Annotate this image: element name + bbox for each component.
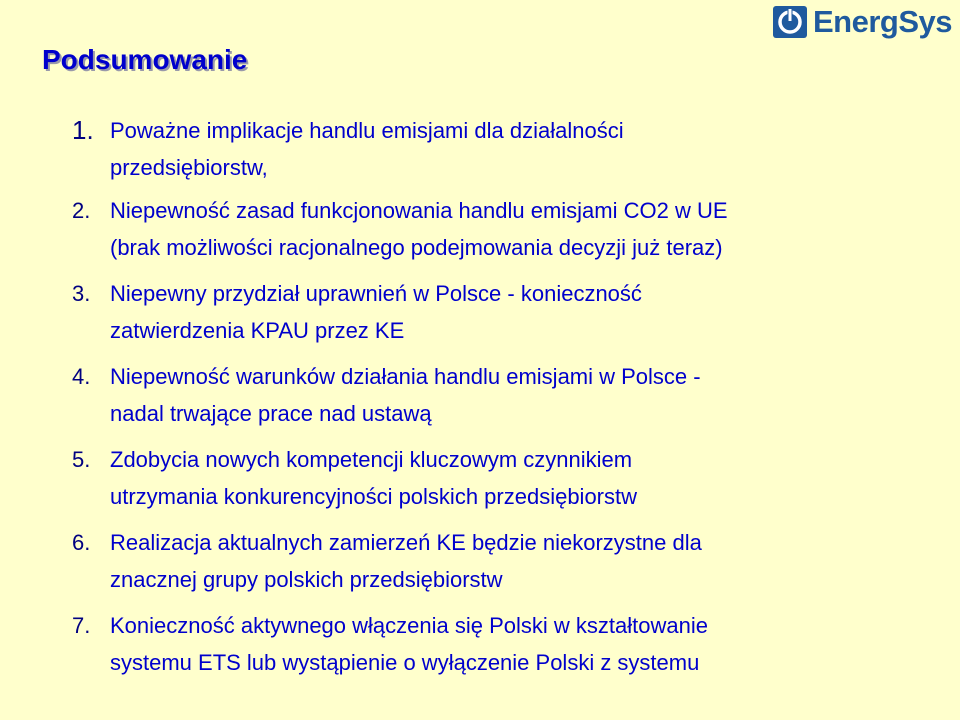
summary-item-5: [72, 441, 932, 515]
item-text: [110, 112, 932, 186]
item-number: 1.: [72, 115, 94, 145]
item-line-1: Realizacja aktualnych zamierzeń KE będzie niekorzystne dla: [110, 530, 702, 555]
energsys-logo: [773, 4, 952, 40]
summary-item-4: [72, 358, 932, 432]
item-line-1: Poważne implikacje handlu emisjami dla działalności: [110, 118, 624, 143]
item-line-2: przedsiębiorstw,: [110, 155, 268, 180]
item-number: 5.: [72, 447, 91, 472]
item-number: 7.: [72, 613, 91, 638]
item-line-2: nadal trwające prace nad ustawą: [110, 401, 432, 426]
energsys-logo-icon: [773, 6, 807, 38]
summary-list: [72, 112, 932, 690]
summary-item-6: [72, 524, 932, 598]
summary-item-7: [72, 607, 932, 681]
item-line-1: Zdobycia nowych kompetencji kluczowym czynnikiem: [110, 447, 633, 472]
item-line-2: (brak możliwości racjonalnego podejmowania decyzji już teraz): [110, 235, 723, 260]
item-line-2: systemu ETS lub wystąpienie o wyłączenie Polski z systemu: [110, 650, 700, 675]
item-line-1: Niepewny przydział uprawnień w Polsce - konieczność: [110, 281, 642, 306]
item-text: [110, 358, 932, 432]
item-number: 4.: [72, 364, 91, 389]
logo-text: EnergSys: [812, 4, 952, 39]
item-number: 6.: [72, 530, 91, 555]
item-text: [110, 607, 932, 681]
item-text: [110, 192, 932, 266]
item-text: [110, 441, 932, 515]
item-line-2: znacznej grupy polskich przedsiębiorstw: [110, 567, 503, 592]
item-text: [110, 524, 932, 598]
summary-item-2: [72, 192, 932, 266]
item-line-1: Konieczność aktywnego włączenia się Polski w kształtowanie: [110, 613, 708, 638]
item-line-2: zatwierdzenia KPAU przez KE: [110, 318, 405, 343]
summary-item-3: [72, 275, 932, 349]
item-number: 2.: [72, 198, 91, 223]
item-line-1: Niepewność zasad funkcjonowania handlu emisjami CO2 w UE: [110, 198, 728, 223]
item-line-2: utrzymania konkurencyjności polskich przedsiębiorstw: [110, 484, 638, 509]
item-text: [110, 275, 932, 349]
item-number: 3.: [72, 281, 91, 306]
summary-item-1: [72, 112, 932, 186]
slide-title: Podsumowanie: [42, 44, 248, 75]
item-line-1: Niepewność warunków działania handlu emisjami w Polsce -: [110, 364, 701, 389]
